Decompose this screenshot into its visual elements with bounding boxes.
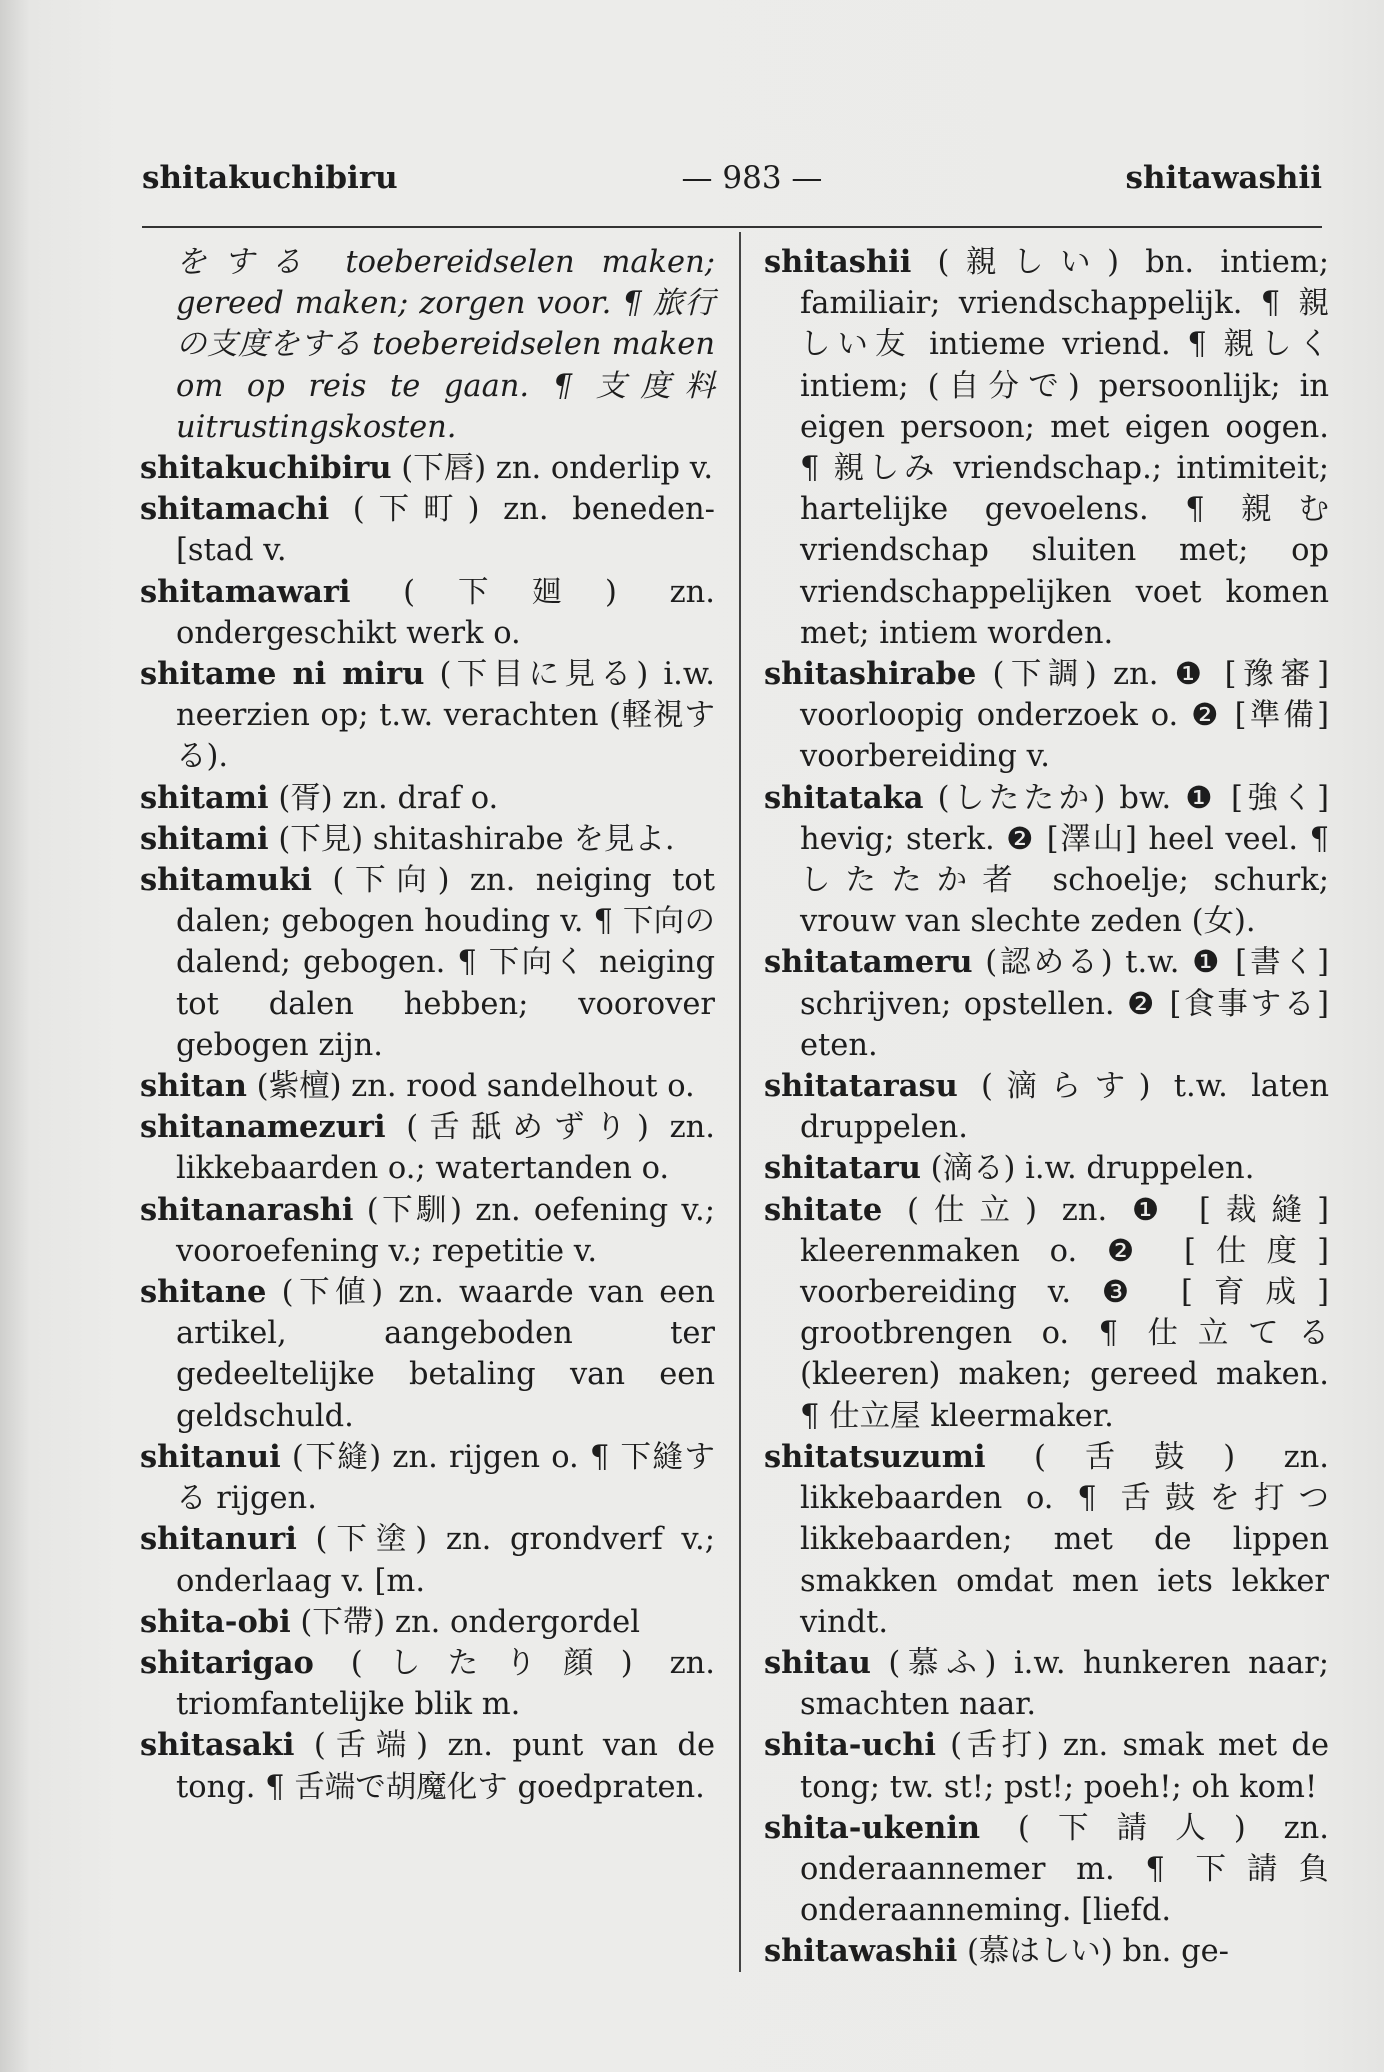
entry-shitatarasu bbox=[764, 1066, 1329, 1148]
entry-shitanui bbox=[140, 1437, 715, 1519]
headword: shitakuchibiru bbox=[140, 450, 392, 487]
headword: shitame ni miru bbox=[140, 656, 425, 693]
column-divider bbox=[739, 232, 741, 1972]
headword: shitanuri bbox=[140, 1521, 297, 1558]
definition: (胥) zn. draf o. bbox=[268, 780, 499, 816]
headword: shitasaki bbox=[140, 1727, 295, 1764]
entry-shita-obi bbox=[140, 1602, 715, 1643]
right-column bbox=[764, 242, 1329, 1973]
page-number: — 983 — bbox=[681, 160, 823, 196]
headword: shitataka bbox=[764, 779, 924, 816]
headword: shitamuki bbox=[140, 862, 312, 899]
entry-shitatsuzumi bbox=[764, 1437, 1329, 1643]
headword: shitanarashi bbox=[140, 1191, 354, 1228]
definition: (滴る) i.w. druppelen. bbox=[920, 1151, 1255, 1187]
entry-shitatameru bbox=[764, 942, 1329, 1066]
definition: (したり顔) zn. triomfantelijke blik m. bbox=[176, 1645, 715, 1723]
definition: (下唇) zn. onderlip v. bbox=[391, 451, 714, 487]
definition: (舌打) zn. smak met de tong; tw. st!; pst!; poeh!; oh kom! bbox=[800, 1728, 1329, 1805]
header-rule bbox=[142, 226, 1322, 228]
running-header bbox=[142, 160, 1322, 208]
headword: shita-obi bbox=[140, 1603, 291, 1640]
entry-shitamuki bbox=[140, 860, 715, 1066]
headword: shitawashii bbox=[764, 1933, 958, 1970]
entry-shitanarashi bbox=[140, 1190, 715, 1272]
entry-shitane bbox=[140, 1272, 715, 1437]
definition: (舌舐めずり) zn. likkebaarden o.; watertanden o. bbox=[176, 1110, 715, 1187]
entry-shitami-1 bbox=[140, 778, 715, 819]
headword: shitatameru bbox=[764, 944, 973, 981]
headword: shitashii bbox=[764, 244, 912, 280]
headword: shitataru bbox=[764, 1150, 921, 1187]
headword: shitan bbox=[140, 1068, 247, 1105]
headword: shitami bbox=[140, 779, 269, 816]
entry-shitanamezuri bbox=[140, 1107, 715, 1189]
definition: (認める) t.w. ❶ [書く] schrijven; opstellen. ❷ [食事する] eten. bbox=[800, 945, 1329, 1063]
entry-shitakuchibiru bbox=[140, 448, 715, 489]
definition: (下値) zn. waarde van een artikel, aangeboden ter gedeeltelijke betaling van een geldschuld. bbox=[176, 1275, 715, 1434]
headword: shita-ukenin bbox=[764, 1809, 981, 1846]
definition: (滴らす) t.w. laten druppelen. bbox=[800, 1069, 1329, 1146]
headword: shita-uchi bbox=[764, 1727, 936, 1764]
right-guide-word: shitawashii bbox=[1125, 160, 1322, 196]
left-column bbox=[140, 242, 715, 1808]
definition: (下向) zn. neiging tot dalen; gebogen houding v. ¶ 下向の dalend; gebogen. ¶ 下向く neiging tot dalen hebben; voorover gebogen zijn. bbox=[176, 863, 715, 1063]
definition: (下請人) zn. onderaannemer m. ¶ 下請負 onderaanneming. [liefd. bbox=[800, 1810, 1329, 1929]
entry-shitarigao bbox=[140, 1643, 715, 1725]
left-guide-word: shitakuchibiru bbox=[142, 160, 398, 196]
entry-shitamachi bbox=[140, 489, 715, 571]
entry-shitamawari bbox=[140, 572, 715, 654]
definition: (舌鼓) zn. likkebaarden o. ¶ 舌鼓を打つ likkebaarden; met de lippen smakken omdat men iets lekker vindt. bbox=[800, 1439, 1329, 1640]
entry-shitataka bbox=[764, 778, 1329, 943]
headword: shitamachi bbox=[140, 491, 330, 528]
headword: shitatsuzumi bbox=[764, 1438, 986, 1475]
definition: (下帶) zn. ondergordel bbox=[290, 1604, 640, 1640]
entry-shitataru bbox=[764, 1148, 1329, 1189]
entry-shitashirabe bbox=[764, 654, 1329, 778]
headword: shitau bbox=[764, 1644, 871, 1681]
definition: (下縫) zn. rijgen o. ¶ 下縫する rijgen. bbox=[176, 1439, 715, 1517]
definition: (下廻) zn. ondergeschikt werk o. bbox=[176, 574, 715, 651]
entry-shita-ukenin bbox=[764, 1808, 1329, 1932]
headword: shitatarasu bbox=[764, 1068, 958, 1105]
definition: (親しい) bn. intiem; familiair; vriendschappelijk. ¶ 親しい友 intieme vriend. ¶ 親しく intiem; (自分で) persoonlijk; in eigen persoon; met eigen oogen. ¶ 親しみ vriendschap.; intimiteit; hartelijke gevoelens. ¶ 親む vriendschap sluiten met; op vriendschappelijken voet komen met; intiem worden. bbox=[800, 245, 1329, 651]
headword: shitarigao bbox=[140, 1644, 314, 1681]
entry-shitan bbox=[140, 1066, 715, 1107]
entry-shita-uchi bbox=[764, 1725, 1329, 1807]
entry-shitate bbox=[764, 1190, 1329, 1437]
definition: (慕はしい) bn. ge- bbox=[957, 1934, 1229, 1970]
entry-shitasaki bbox=[140, 1725, 715, 1807]
definition: (下町) zn. beneden- [stad v. bbox=[176, 492, 715, 569]
headword: shitami bbox=[140, 820, 269, 857]
definition: (したたか) bw. ❶ [強く] hevig; sterk. ❷ [澤山] heel veel. ¶ したたか者 schoelje; schurk; vrouw van slechte zeden (女). bbox=[800, 780, 1329, 940]
continued-entry: をする toebereidselen maken; gereed maken; zorgen voor. ¶ 旅行の支度をする toebereidselen maken om op reis te gaan. ¶ 支度料 uitrustingskosten. bbox=[176, 245, 715, 445]
entry-shitashii bbox=[764, 242, 1329, 654]
headword: shitanamezuri bbox=[140, 1109, 386, 1146]
headword: shitamawari bbox=[140, 573, 351, 610]
definition: (仕立) zn. ❶ [裁縫] kleerenmaken o. ❷ [仕度] voorbereiding v. ❸ [育成] grootbrengen o. ¶ 仕立てる (kleeren) maken; gereed maken. ¶ 仕立屋 kleermaker. bbox=[800, 1192, 1329, 1434]
definition: (下馴) zn. oefening v.; vooroefening v.; repetitie v. bbox=[176, 1192, 715, 1269]
entry-shitami-2 bbox=[140, 819, 715, 860]
definition: (舌端) zn. punt van de tong. ¶ 舌端で胡魔化す goedpraten. bbox=[176, 1728, 715, 1805]
headword: shitanui bbox=[140, 1438, 281, 1475]
entry-shitau bbox=[764, 1643, 1329, 1725]
definition: (下目に見る) i.w. neerzien op; t.w. verachten (軽視する). bbox=[176, 657, 715, 775]
headword: shitashirabe bbox=[764, 656, 977, 693]
definition: (慕ふ) i.w. hunkeren naar; smachten naar. bbox=[800, 1645, 1329, 1723]
headword: shitane bbox=[140, 1274, 267, 1311]
entry-shitame-ni-miru bbox=[140, 654, 715, 778]
definition: (紫檀) zn. rood sandelhout o. bbox=[246, 1069, 695, 1105]
entry-shitanuri bbox=[140, 1519, 715, 1601]
definition: (下塗) zn. grondverf v.; onderlaag v. [m. bbox=[176, 1522, 715, 1599]
headword: shitate bbox=[764, 1191, 883, 1228]
entry-shitawashii bbox=[764, 1931, 1329, 1972]
definition: (下見) shitashirabe を見よ. bbox=[268, 821, 675, 857]
definition: (下調) zn. ❶ [豫審] voorloopig onderzoek o. ❷ [準備] voorbereiding v. bbox=[800, 657, 1329, 775]
